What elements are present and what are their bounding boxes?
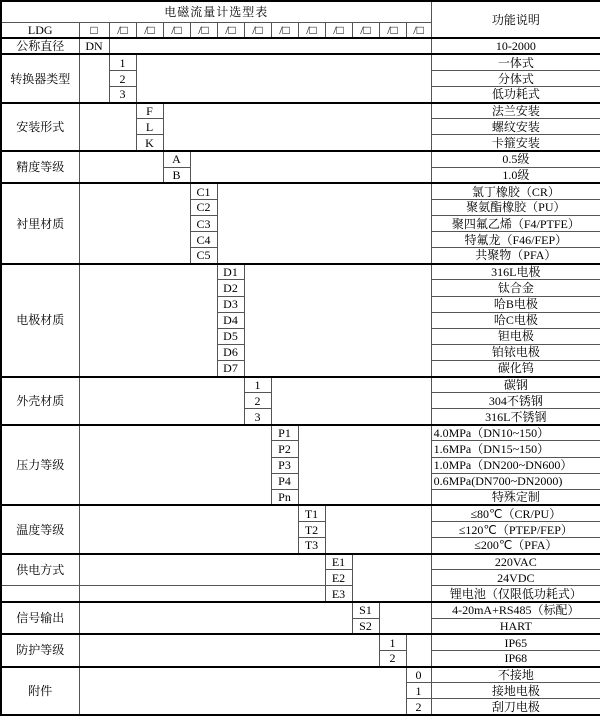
option-desc-cell: IP65 [431, 634, 600, 650]
option-code-cell: E2 [325, 570, 352, 586]
option-desc-cell: 316L电极 [431, 264, 600, 280]
model-slot-cell: /□ [136, 22, 163, 38]
diameter-label: 公称直径 [1, 38, 79, 54]
option-desc-cell: ≤200℃（PFA） [431, 538, 600, 554]
spacer-cell [109, 38, 431, 54]
spacer-cell [79, 602, 352, 634]
spacer-cell [271, 377, 431, 425]
option-code-cell: S2 [352, 618, 379, 634]
option-code-cell: T1 [298, 505, 325, 521]
option-code-cell: 3 [244, 409, 271, 425]
option-desc-cell: 聚四氟乙烯（F4/PTFE） [431, 215, 600, 231]
spacer-cell [325, 505, 431, 553]
option-code-cell: P3 [271, 457, 298, 473]
section-label: 供电方式 [1, 554, 79, 586]
option-code-cell: D7 [217, 360, 244, 376]
model-slot-cell: /□ [217, 22, 244, 38]
section-label: 衬里材质 [1, 183, 79, 264]
option-desc-cell: 24VDC [431, 570, 600, 586]
spacer-cell [136, 54, 431, 102]
option-desc-cell: 接地电极 [431, 683, 600, 699]
spacer-cell [79, 554, 325, 586]
option-desc-cell: 分体式 [431, 70, 600, 86]
section-label: 温度等级 [1, 505, 79, 553]
option-desc-cell: 不接地 [431, 667, 600, 683]
option-desc-cell: 特殊定制 [431, 489, 600, 505]
option-desc-cell: 低功耗式 [431, 87, 600, 103]
spacer-cell [79, 667, 406, 715]
option-code-cell: D5 [217, 328, 244, 344]
section-label: 外壳材质 [1, 377, 79, 425]
option-code-cell: D2 [217, 280, 244, 296]
section-label: 精度等级 [1, 151, 79, 183]
option-code-cell: 0 [406, 667, 431, 683]
option-code-cell: 2 [109, 70, 136, 86]
option-desc-cell: 铂铱电极 [431, 344, 600, 360]
option-code-cell: D6 [217, 344, 244, 360]
model-prefix-cell: LDG [1, 22, 79, 38]
spacer-cell [379, 602, 431, 634]
spacer-cell [79, 505, 298, 553]
option-code-cell: A [163, 151, 190, 167]
model-slot-cell: /□ [298, 22, 325, 38]
option-desc-cell: 碳化钨 [431, 360, 600, 376]
model-box-cell: □ [79, 22, 109, 38]
section-label: 转换器类型 [1, 54, 79, 102]
model-slot-cell: /□ [406, 22, 431, 38]
option-desc-cell: IP68 [431, 650, 600, 666]
option-desc-cell: 一体式 [431, 54, 600, 70]
function-column-header: 功能说明 [431, 1, 600, 38]
section-label: 附件 [1, 667, 79, 715]
option-code-cell: E1 [325, 554, 352, 570]
model-slot-cell: /□ [352, 22, 379, 38]
option-code-cell: P4 [271, 473, 298, 489]
option-code-cell: C3 [190, 215, 217, 231]
section-label: 信号输出 [1, 602, 79, 634]
option-code-cell: D1 [217, 264, 244, 280]
option-code-cell: 1 [379, 634, 406, 650]
option-code-cell: 1 [109, 54, 136, 70]
option-desc-cell: 锂电池（仅限低功耗式） [431, 586, 600, 602]
option-desc-cell: 4.0MPa（DN10~150） [431, 425, 600, 441]
option-desc-cell: 特氟龙（F46/FEP） [431, 232, 600, 248]
spacer-cell [79, 377, 244, 425]
model-slot-cell: /□ [271, 22, 298, 38]
spacer-cell [79, 54, 109, 102]
option-desc-cell: 0.6MPa(DN700~DN2000) [431, 473, 600, 489]
spacer-cell [244, 264, 431, 377]
option-desc-cell: 哈B电极 [431, 296, 600, 312]
option-desc-cell: 304不锈钢 [431, 393, 600, 409]
option-desc-cell: 0.5级 [431, 151, 600, 167]
section-label: 电极材质 [1, 264, 79, 377]
spacer-cell [79, 634, 379, 666]
spacer-cell [79, 103, 136, 151]
option-code-cell: E3 [325, 586, 352, 602]
option-desc-cell: 螺纹安装 [431, 119, 600, 135]
spacer-cell [79, 151, 163, 183]
option-desc-cell: 4-20mA+RS485（标配） [431, 602, 600, 618]
option-code-cell: D4 [217, 312, 244, 328]
option-desc-cell: 220VAC [431, 554, 600, 570]
model-slot-cell: /□ [190, 22, 217, 38]
option-desc-cell: HART [431, 618, 600, 634]
option-code-cell: C1 [190, 183, 217, 199]
option-code-cell: 2 [406, 699, 431, 715]
option-code-cell: L [136, 119, 163, 135]
spacer-cell [79, 425, 271, 506]
option-desc-cell: 聚氨酯橡胶（PU） [431, 199, 600, 215]
option-desc-cell: 钛合金 [431, 280, 600, 296]
option-desc-cell: 316L不锈钢 [431, 409, 600, 425]
option-code-cell: C5 [190, 248, 217, 264]
option-desc-cell: 1.0级 [431, 167, 600, 183]
model-slot-cell: /□ [163, 22, 190, 38]
option-code-cell: D3 [217, 296, 244, 312]
option-desc-cell: 卡箍安装 [431, 135, 600, 151]
option-desc-cell: 法兰安装 [431, 103, 600, 119]
option-desc-cell: 1.0MPa（DN200~DN600） [431, 457, 600, 473]
option-code-cell: P1 [271, 425, 298, 441]
spacer-cell [79, 586, 325, 602]
option-desc-cell: 氯丁橡胶（CR） [431, 183, 600, 199]
option-desc-cell: ≤80℃（CR/PU） [431, 505, 600, 521]
spacer-cell [190, 151, 431, 183]
spacer-cell [163, 103, 431, 151]
option-code-cell: 2 [244, 393, 271, 409]
option-code-cell: C4 [190, 232, 217, 248]
spacer-cell [79, 183, 190, 264]
spacer-cell [298, 425, 431, 506]
option-code-cell: K [136, 135, 163, 151]
diameter-code: DN [79, 38, 109, 54]
option-code-cell: 1 [406, 683, 431, 699]
section-label: 防护等级 [1, 634, 79, 666]
option-desc-cell: 碳钢 [431, 377, 600, 393]
option-desc-cell: 共聚物（PFA） [431, 248, 600, 264]
spacer-cell [352, 554, 431, 602]
model-slot-cell: /□ [379, 22, 406, 38]
option-code-cell: 1 [244, 377, 271, 393]
model-slot-cell: /□ [325, 22, 352, 38]
option-code-cell: 2 [379, 650, 406, 666]
option-desc-cell: 1.6MPa（DN15~150） [431, 441, 600, 457]
option-code-cell: B [163, 167, 190, 183]
spacer-cell [217, 183, 431, 264]
spacer-cell [1, 586, 79, 602]
spacer-cell [406, 634, 431, 666]
option-code-cell: C2 [190, 199, 217, 215]
option-code-cell: 3 [109, 87, 136, 103]
table-title: 电磁流量计选型表 [1, 1, 431, 22]
spacer-cell [79, 264, 217, 377]
option-code-cell: T3 [298, 538, 325, 554]
option-code-cell: S1 [352, 602, 379, 618]
option-code-cell: F [136, 103, 163, 119]
section-label: 压力等级 [1, 425, 79, 506]
option-code-cell: T2 [298, 522, 325, 538]
model-slot-cell: /□ [109, 22, 136, 38]
option-desc-cell: ≤120℃（PTEP/FEP） [431, 522, 600, 538]
model-slot-cell: /□ [244, 22, 271, 38]
option-desc-cell: 哈C电极 [431, 312, 600, 328]
option-code-cell: Pn [271, 489, 298, 505]
option-code-cell: P2 [271, 441, 298, 457]
diameter-desc: 10-2000 [431, 38, 600, 54]
section-label: 安装形式 [1, 103, 79, 151]
option-desc-cell: 刮刀电极 [431, 699, 600, 715]
option-desc-cell: 钽电极 [431, 328, 600, 344]
